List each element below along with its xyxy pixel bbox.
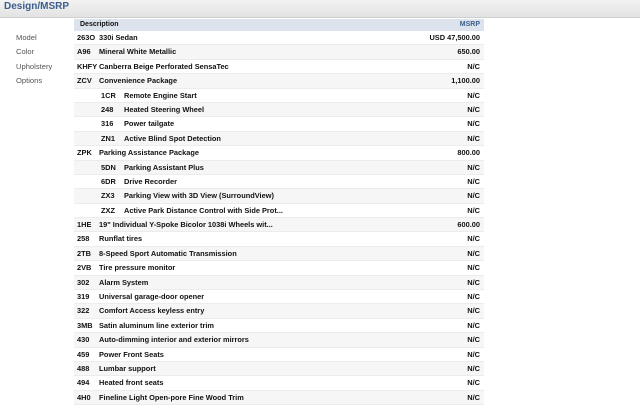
option-description: Power Front Seats	[99, 349, 164, 359]
option-description: Auto-dimming interior and exterior mirrors	[99, 335, 249, 345]
option-description: Alarm System	[99, 277, 149, 287]
option-description: Comfort Access keyless entry	[99, 306, 205, 316]
option-description: Tire pressure monitor	[99, 263, 176, 273]
option-description: Fineline Light Open-pore Fine Wood Trim	[99, 392, 244, 402]
option-description: Runflat tires	[99, 234, 143, 244]
option-description: Parking View with 3D View (SurroundView)	[124, 191, 274, 201]
option-price: N/C	[467, 306, 480, 316]
option-code: 4H0	[77, 392, 91, 402]
option-code: 2TB	[77, 248, 91, 258]
option-description: Remote Engine Start	[124, 90, 197, 100]
table-row	[0, 218, 640, 232]
option-description: Parking Assistance Package	[99, 148, 199, 158]
table-row	[0, 45, 640, 59]
table-row	[0, 391, 640, 405]
option-price: N/C	[467, 90, 480, 100]
option-description: Drive Recorder	[124, 176, 177, 186]
option-price: N/C	[467, 61, 480, 71]
option-code: ZPK	[77, 148, 92, 158]
option-description: Satin aluminum line exterior trim	[99, 320, 214, 330]
option-description: 19" Individual Y-Spoke Bicolor 1038i Wheels wit...	[99, 220, 273, 230]
page-title: Design/MSRP	[4, 1, 70, 12]
table-row	[0, 74, 640, 88]
option-price: N/C	[467, 292, 480, 302]
option-code: 5DN	[101, 162, 116, 172]
option-code: 488	[77, 363, 90, 373]
option-description: Canberra Beige Perforated SensaTec	[99, 61, 229, 71]
option-code: 1HE	[77, 220, 92, 230]
option-price: N/C	[467, 104, 480, 114]
option-code: A96	[77, 47, 91, 57]
option-code: 316	[101, 119, 114, 129]
option-price: N/C	[467, 320, 480, 330]
option-code: 2VB	[77, 263, 92, 273]
option-description: Universal garage-door opener	[99, 292, 205, 302]
option-code: 494	[77, 378, 90, 388]
table-row	[0, 261, 640, 275]
table-row	[0, 276, 640, 290]
msrp-table	[0, 31, 640, 405]
option-price: USD 47,500.00	[429, 33, 480, 42]
option-price: N/C	[467, 349, 480, 359]
table-row	[0, 60, 640, 74]
option-code: 302	[77, 277, 90, 287]
table-row	[0, 232, 640, 246]
option-description: Power tailgate	[124, 119, 175, 129]
option-price: 600.00	[457, 220, 480, 230]
option-code: 263O	[77, 33, 96, 42]
table-row	[0, 290, 640, 304]
option-code: ZXZ	[101, 205, 115, 215]
row-label: Model	[16, 33, 37, 42]
row-label: Upholstery	[16, 61, 53, 71]
option-description: Active Blind Spot Detection	[124, 133, 221, 143]
option-price: 1,100.00	[451, 76, 480, 86]
table-row	[0, 175, 640, 189]
option-price: N/C	[467, 176, 480, 186]
option-price: N/C	[467, 191, 480, 201]
option-price: N/C	[467, 263, 480, 273]
option-price: N/C	[467, 335, 480, 345]
table-row	[0, 319, 640, 333]
column-header-msrp[interactable]: MSRP	[459, 21, 480, 28]
table-row	[0, 103, 640, 117]
table-row	[0, 333, 640, 347]
option-code: 258	[77, 234, 90, 244]
option-price: N/C	[467, 248, 480, 258]
option-code: ZCV	[77, 76, 92, 86]
page-header	[0, 0, 640, 18]
table-row	[0, 117, 640, 131]
table-row	[0, 146, 640, 160]
option-price: N/C	[467, 392, 480, 402]
option-description: Parking Assistant Plus	[124, 162, 204, 172]
option-description: 8-Speed Sport Automatic Transmission	[99, 248, 237, 258]
table-row	[0, 31, 640, 45]
row-label: Color	[16, 47, 35, 57]
option-description: Lumbar support	[99, 363, 156, 373]
option-code: 248	[101, 104, 114, 114]
option-description: Heated front seats	[99, 378, 164, 388]
option-price: 800.00	[457, 148, 480, 158]
option-description: Heated Steering Wheel	[124, 104, 205, 114]
option-price: N/C	[467, 378, 480, 388]
table-row	[0, 132, 640, 146]
option-description: Convenience Package	[99, 76, 178, 86]
option-code: 3MB	[77, 320, 93, 330]
option-code: KHFY	[77, 61, 98, 71]
option-price: N/C	[467, 133, 480, 143]
table-row	[0, 204, 640, 218]
option-code: 430	[77, 335, 90, 345]
option-code: ZX3	[101, 191, 115, 201]
option-description: Mineral White Metallic	[99, 47, 177, 57]
option-price: N/C	[467, 162, 480, 172]
option-price: N/C	[467, 277, 480, 287]
option-price: 650.00	[457, 47, 480, 57]
option-price: N/C	[467, 119, 480, 129]
table-row	[0, 348, 640, 362]
table-row	[0, 362, 640, 376]
row-label: Options	[16, 76, 43, 86]
option-code: ZN1	[101, 133, 115, 143]
option-code: 459	[77, 349, 90, 359]
table-row	[0, 247, 640, 261]
option-description: Active Park Distance Control with Side Prot...	[124, 205, 283, 215]
option-code: 319	[77, 292, 90, 302]
column-header-description[interactable]: Description	[80, 21, 119, 28]
option-code: 322	[77, 306, 90, 316]
option-price: N/C	[467, 363, 480, 373]
table-header	[74, 19, 484, 31]
option-code: 1CR	[101, 90, 116, 100]
option-description: 330i Sedan	[99, 33, 138, 42]
table-row	[0, 89, 640, 103]
option-price: N/C	[467, 205, 480, 215]
table-row	[0, 304, 640, 318]
option-price: N/C	[467, 234, 480, 244]
table-row	[0, 161, 640, 175]
table-row	[0, 189, 640, 203]
option-code: 6DR	[101, 176, 116, 186]
table-row	[0, 376, 640, 390]
